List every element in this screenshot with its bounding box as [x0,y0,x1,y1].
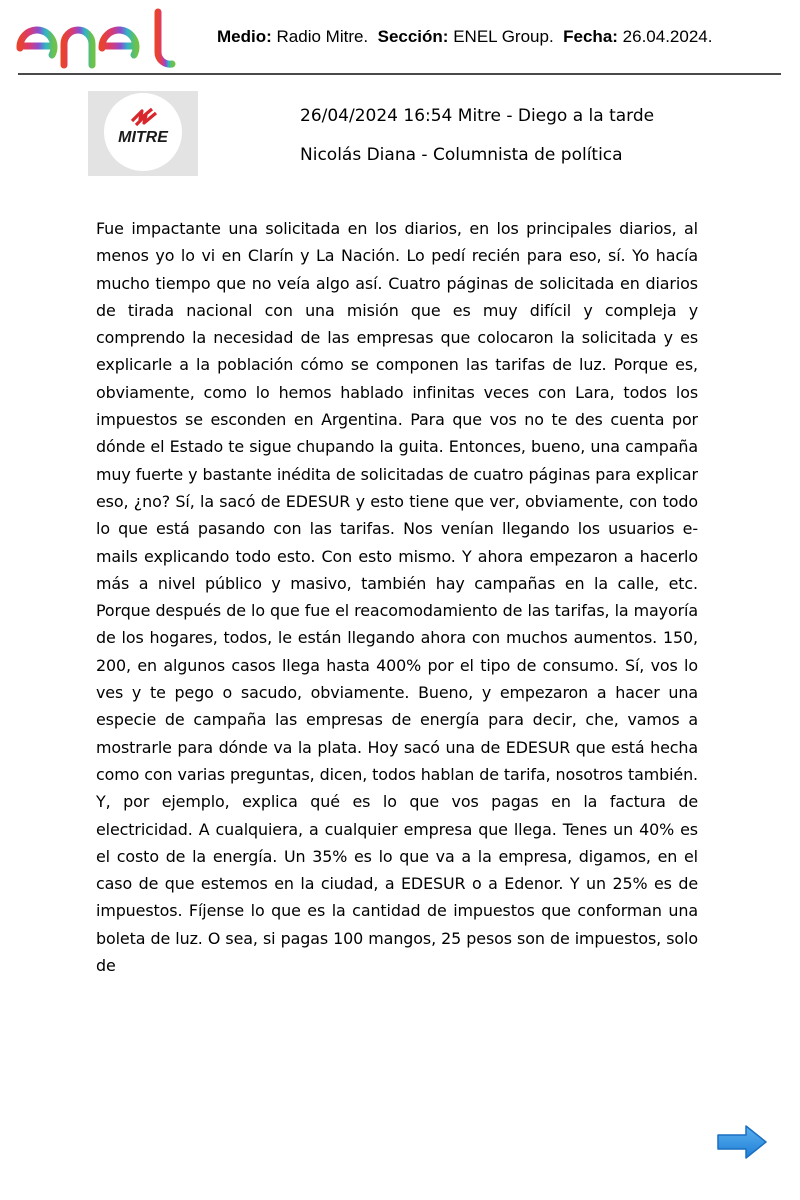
mitre-logo [88,91,198,176]
mitre-logo-circle [104,93,182,171]
arrow-right-icon[interactable] [716,1124,768,1160]
mitre-logo-graphic [104,93,182,171]
enel-logo [16,8,180,70]
mitre-logo-text: MITRE [118,129,168,146]
fecha-value: 26.04.2024. [622,27,713,46]
medio-value: Radio Mitre. [276,27,369,46]
medio-label: Medio: [217,27,272,46]
article-body: Fue impactante una solicitada en los diarios, en los principales diarios, al menos yo lo vi en Clarín y La Nación. Lo pedí recién para eso, sí. Yo hacía mucho tiempo que no veía algo así. Cuatro páginas de solicitada en diarios de tirada nacional con una misión que es muy difícil y compleja y comprendo la necesidad de las empresas que colocaron la solicitada y es explicarle a la población cómo se componen las tarifas de luz. Porque es, obviamente, como lo hemos hablado infinitas veces con Lara, todos los impuestos se esconden en Argentina. Para que vos no te des cuenta por dónde el Estado te sigue chupando la guita. Entonces, bueno, una campaña muy fuerte y bastante inédita de solicitadas de cuatro páginas para explicar eso, ¿no? Sí, la sacó de EDESUR y esto tiene que ver, obviamente, con todo lo que está pasando con las tarifas. Nos venían llegando los usuarios e-mails explicando todo esto. Con esto mismo. Y ahora empezaron a hacerlo más a nivel público y masivo, también hay campañas en la calle, etc. Porque después de lo que fue el reacomodamiento de las tarifas, la mayoría de los hogares, todos, le están llegando ahora con muchos aumentos. 150, 200, en algunos casos llega hasta 400% por el tipo de consumo. Sí, vos lo ves y te pego o sacudo, obviamente. Bueno, y empezaron a hacer una especie de campaña las empresas de energía para decir, che, vamos a mostrarle para dónde va la plata. Hoy sacó una de EDESUR que está hecha como con varias preguntas, dicen, todos hablan de tarifa, nosotros también. Y, por ejemplo, explica qué es lo que vos pagas en la factura de electricidad. A cualquiera, a cualquier empresa que llega. Tenes un 40% es el costo de la energía. Un 35% es lo que va a la empresa, digamos, en el caso de que estemos en la ciudad, a EDESUR o a Edenor. Y un 25% es de impuestos. Fíjense lo que es la cantidad de impuestos que conforman una boleta de luz. O sea, si pagas 100 mangos, 25 pesos son de impuestos, solo de [96,219,698,976]
author-info: Nicolás Diana - Columnista de política [300,145,623,165]
fecha-label: Fecha: [563,27,618,46]
seccion-label: Sección: [377,27,449,46]
header-divider [18,73,781,75]
seccion-value: ENEL Group. [453,27,554,46]
page-header [0,0,800,76]
media-info [217,27,712,47]
broadcast-info: 26/04/2024 16:54 Mitre - Diego a la tarde [300,106,655,126]
